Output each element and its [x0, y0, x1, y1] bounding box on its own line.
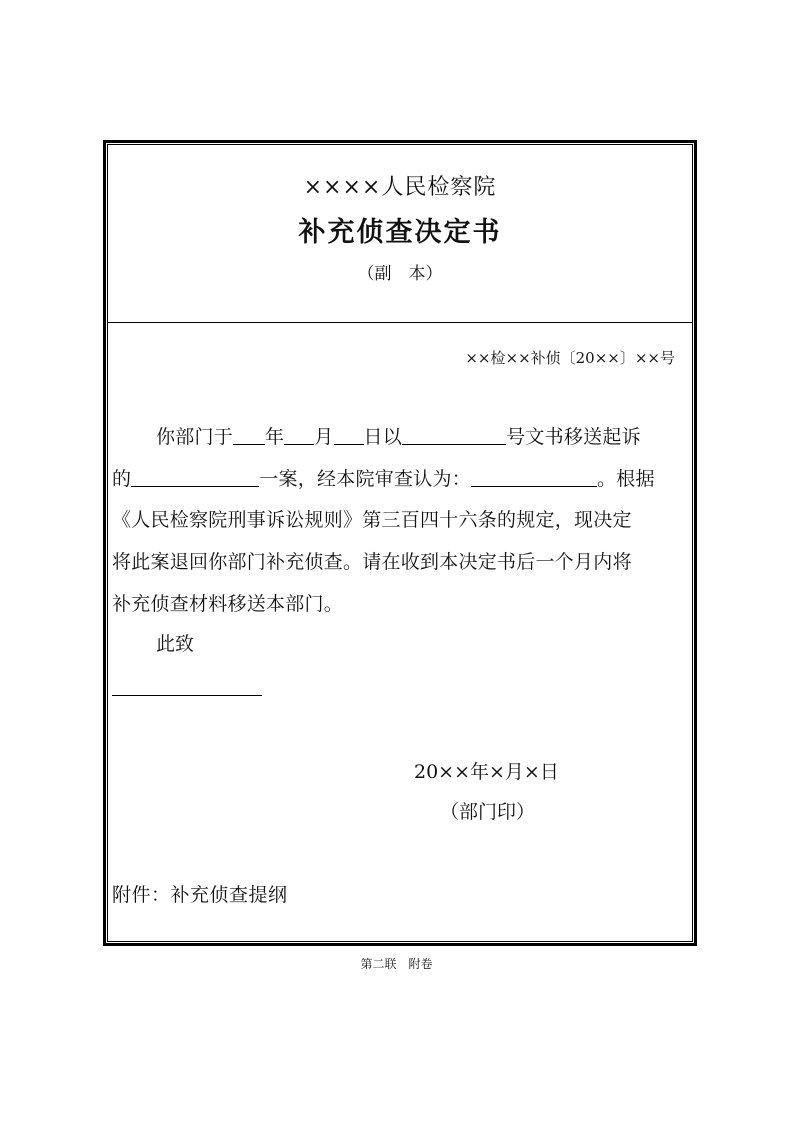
document-title: 补充侦查决定书	[298, 217, 502, 248]
header-divider	[107, 322, 693, 323]
year-label: 年	[265, 426, 285, 448]
year-blank[interactable]	[233, 424, 265, 445]
body-line-2-prefix: 的	[112, 468, 132, 490]
body-line-2	[112, 466, 692, 490]
document-number: ××检××补侦〔20××〕××号	[465, 349, 675, 367]
body-line-1-suffix: 号文书移送起诉	[506, 426, 641, 448]
month-label: 月	[314, 426, 334, 448]
body-line-4: 将此案退回你部门补充侦查。请在收到本决定书后一个月内将	[112, 551, 632, 573]
document-number-blank[interactable]	[402, 424, 506, 445]
month-blank[interactable]	[284, 424, 314, 445]
review-opinion-blank[interactable]	[471, 466, 597, 487]
body-line-3: 《人民检察院刑事诉讼规则》第三百四十六条的规定，现决定	[112, 509, 632, 531]
body-line-1	[112, 424, 692, 448]
body-line-2-suffix: 。根据	[597, 468, 655, 490]
body-line-5: 补充侦查材料移送本部门。	[112, 593, 344, 615]
body-line-2-middle: 一案，经本院审查认为：	[259, 468, 472, 490]
copy-footer-label: 第二联 附卷	[360, 957, 433, 971]
salutation: 此致	[156, 633, 195, 655]
copy-mark: （副 本）	[357, 264, 443, 284]
body-line-1-prefix: 你部门于	[156, 426, 234, 448]
day-blank[interactable]	[334, 424, 364, 445]
date: 20××年×月×日	[414, 761, 559, 783]
day-label: 日以	[363, 426, 403, 448]
attachment-note: 附件：补充侦查提纲	[112, 884, 288, 906]
recipient-blank[interactable]	[112, 695, 262, 696]
department-seal: （部门印）	[440, 801, 536, 823]
court-name: ××××人民检察院	[303, 175, 497, 200]
suspect-name-blank[interactable]	[131, 466, 259, 487]
